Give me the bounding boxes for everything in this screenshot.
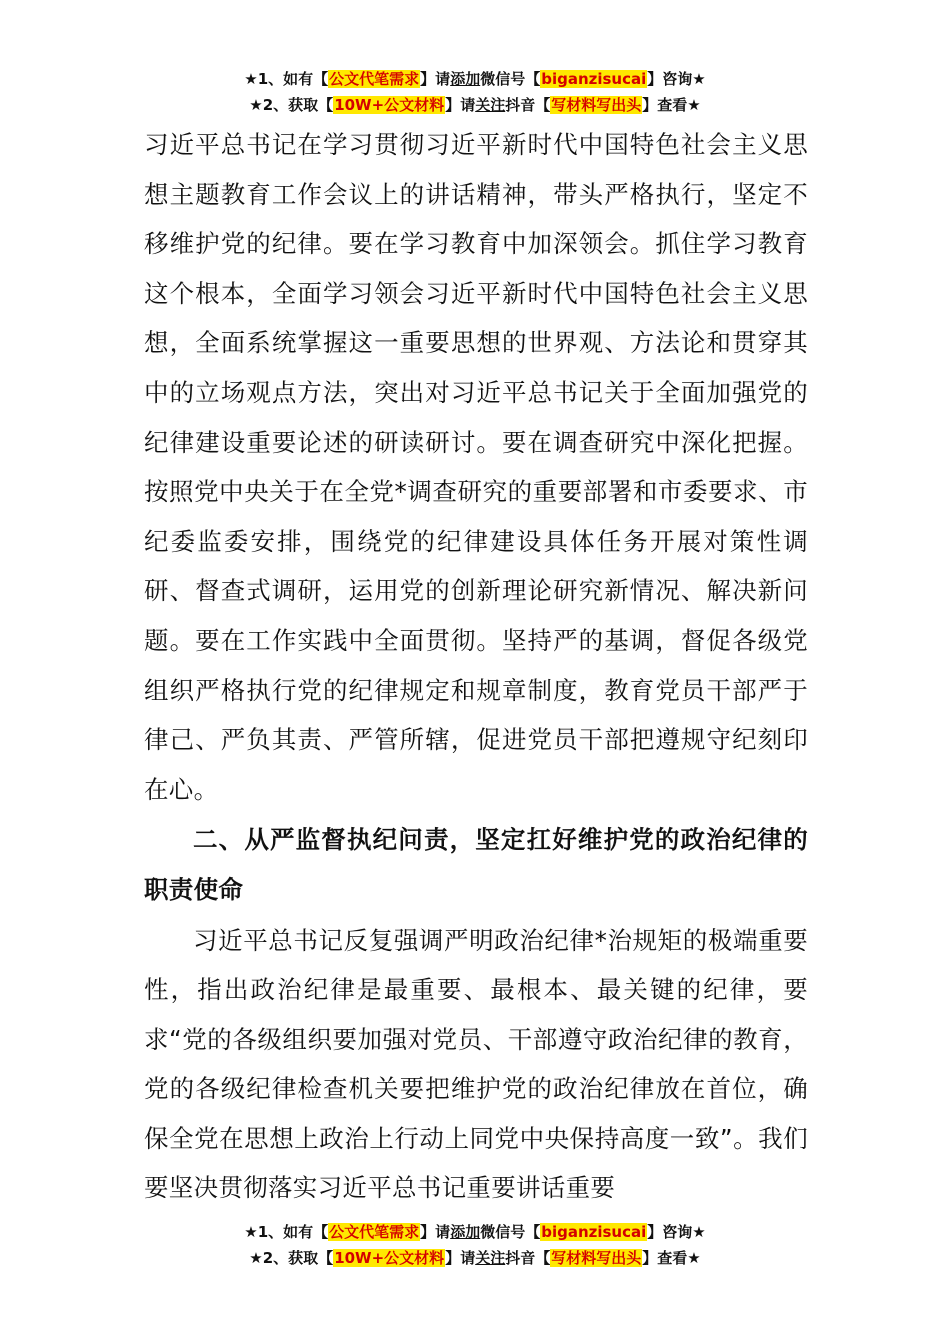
banner-underlined: 关注: [475, 96, 506, 114]
banner-text: ★1、如有【: [244, 1223, 329, 1241]
document-body: [144, 120, 808, 1213]
banner-text: 】咨询★: [647, 1223, 706, 1241]
section-heading: 二、从严监督执纪问责，坚定扛好维护党的政治纪律的职责使命: [144, 825, 808, 904]
banner-wechat-id: biganzisucai: [541, 1223, 647, 1241]
banner-underlined: 添加: [450, 1223, 481, 1241]
banner-text: ★2、获取【: [249, 1249, 334, 1267]
banner-highlight: 10W+公文材料: [334, 1249, 445, 1267]
banner-text: 抖音【: [505, 96, 551, 114]
body-paragraph: 习近平总书记反复强调严明政治纪律*治规矩的极端重要性，指出政治纪律是最重要、最根本、最关键的纪律，要求“党的各级组织要加强对党员、干部遵守政治纪律的教育，党的各级纪律检查机关要把维护党的政治纪律放在首位，确保全党在思想上政治上行动上同党中央保持高度一致”。我们要坚决贯彻落实习近平总书记重要讲话重要: [144, 925, 808, 1203]
banner-text: 】请: [445, 1249, 476, 1267]
banner-text: 微信号【: [480, 70, 541, 88]
header-banner: [0, 66, 950, 118]
banner-text: 】查看★: [642, 1249, 701, 1267]
banner-text: 抖音【: [505, 1249, 551, 1267]
banner-underlined: 添加: [450, 70, 481, 88]
banner-douyin-account: 写材料写出头: [551, 96, 642, 114]
body-paragraph: 习近平总书记在学习贯彻习近平新时代中国特色社会主义思想主题教育工作会议上的讲话精神，带头严格执行，坚定不移维护党的纪律。要在学习教育中加深领会。抓住学习教育这个根本，全面学习领会习近平新时代中国特色社会主义思想，全面系统掌握这一重要思想的世界观、方法论和贯穿其中的立场观点方法，突出对习近平总书记关于全面加强党的纪律建设重要论述的研读研讨。要在调查研究中深化把握。按照党中央关于在全党*调查研究的重要部署和市委要求、市纪委监委安排，围绕党的纪律建设具体任务开展对策性调研、督查式调研，运用党的创新理论研究新情况、解决新问题。要在工作实践中全面贯彻。坚持严的基调，督促各级党组织严格执行党的纪律规定和规章制度，教育党员干部严于律己、严负其责、严管所辖，促进党员干部把遵规守纪刻印在心。: [144, 130, 808, 804]
banner-wechat-id: biganzisucai: [541, 70, 647, 88]
banner-text: ★2、获取【: [249, 96, 334, 114]
banner-text: ★1、如有【: [244, 70, 329, 88]
banner-text: 】查看★: [642, 96, 701, 114]
banner-line-2: [0, 1245, 950, 1271]
footer-banner: [0, 1219, 950, 1271]
banner-line-2: [0, 92, 950, 118]
banner-line-1: [0, 1219, 950, 1245]
banner-text: 】咨询★: [647, 70, 706, 88]
banner-line-1: [0, 66, 950, 92]
banner-text: 】请: [445, 96, 476, 114]
banner-underlined: 关注: [475, 1249, 506, 1267]
banner-douyin-account: 写材料写出头: [551, 1249, 642, 1267]
banner-text: 微信号【: [480, 1223, 541, 1241]
banner-text: 】请: [420, 70, 451, 88]
banner-highlight: 公文代笔需求: [329, 70, 420, 88]
banner-highlight: 公文代笔需求: [329, 1223, 420, 1241]
banner-highlight: 10W+公文材料: [334, 96, 445, 114]
banner-text: 】请: [420, 1223, 451, 1241]
